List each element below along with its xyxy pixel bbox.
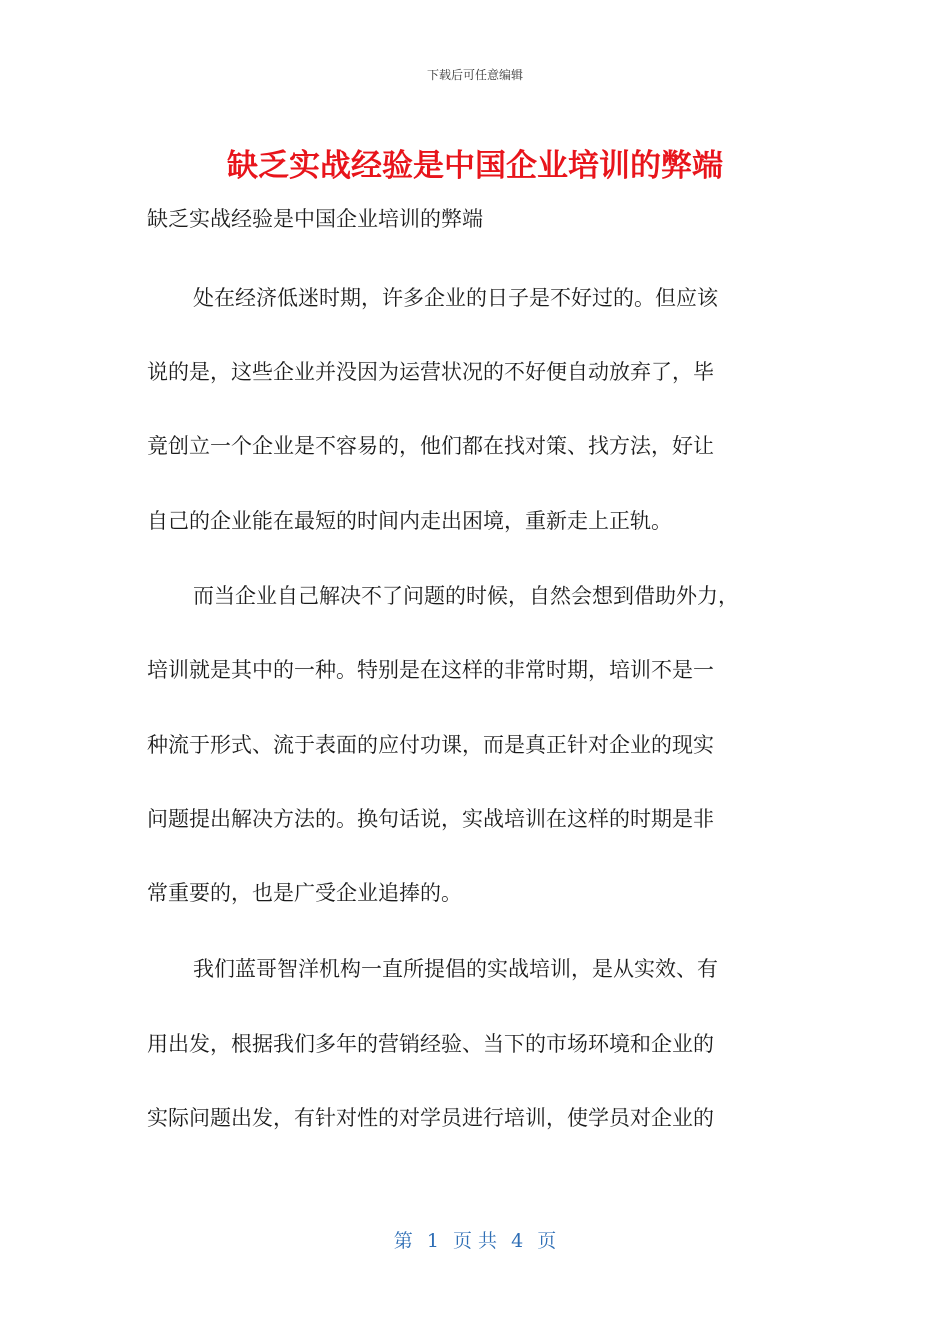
paragraph-2-line-2: 培训就是其中的一种。特别是在这样的非常时期，培训不是一 <box>147 658 714 682</box>
document-title: 缺乏实战经验是中国企业培训的弊端 <box>227 148 723 184</box>
paragraph-3-line-2: 用出发，根据我们多年的营销经验、当下的市场环境和企业的 <box>147 1032 714 1056</box>
footer-middle: 页 共 <box>452 1230 498 1252</box>
footer-suffix: 页 <box>537 1230 557 1252</box>
header-note: 下载后可任意编辑 <box>426 68 523 82</box>
page-footer <box>0 1226 950 1253</box>
document-subtitle: 缺乏实战经验是中国企业培训的弊端 <box>147 207 483 231</box>
paragraph-1-line-2: 说的是，这些企业并没因为运营状况的不好便自动放弃了，毕 <box>147 360 714 384</box>
paragraph-1-line-1: 处在经济低迷时期，许多企业的日子是不好过的。但应该 <box>193 286 718 310</box>
footer-page-number: 1 <box>426 1230 439 1252</box>
paragraph-2-line-4: 问题提出解决方法的。换句话说，实战培训在这样的时期是非 <box>147 807 714 831</box>
footer-prefix: 第 <box>393 1230 413 1252</box>
paragraph-2-line-5: 常重要的，也是广受企业追捧的。 <box>147 881 462 905</box>
paragraph-3-line-1: 我们蓝哥智洋机构一直所提倡的实战培训，是从实效、有 <box>193 957 718 981</box>
footer-total-pages: 4 <box>511 1230 524 1252</box>
paragraph-1-line-4: 自己的企业能在最短的时间内走出困境，重新走上正轨。 <box>147 509 672 533</box>
paragraph-2-line-1: 而当企业自己解决不了问题的时候，自然会想到借助外力， <box>193 584 739 608</box>
paragraph-1-line-3: 竟创立一个企业是不容易的，他们都在找对策、找方法，好让 <box>147 434 714 458</box>
paragraph-2-line-3: 种流于形式、流于表面的应付功课，而是真正针对企业的现实 <box>147 733 714 757</box>
paragraph-3-line-3: 实际问题出发，有针对性的对学员进行培训，使学员对企业的 <box>147 1106 714 1130</box>
